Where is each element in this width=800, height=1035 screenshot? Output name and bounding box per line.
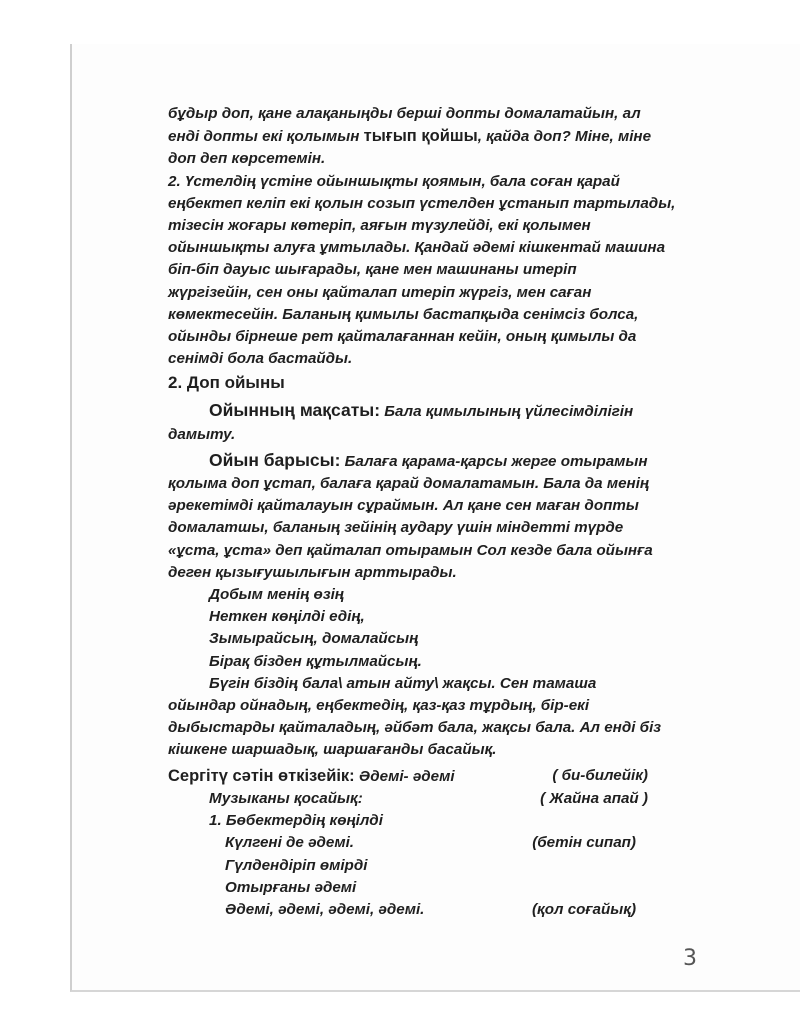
song-note: (бетін сипап) — [532, 834, 636, 852]
text-line: еңбектеп келіп екі қолын созып үстелден ұстанып тартылады, — [168, 194, 676, 212]
document-body — [168, 103, 708, 921]
text-line: сенімді бола бастайды. — [168, 350, 353, 368]
text-line: ойынды бірнеше рет қайталағаннан кейін, оның қимылы да — [168, 328, 637, 346]
text-line: тізесін жоғары көтеріп, аяғын түзулейді, екі қолымен — [168, 217, 591, 235]
text-line: әрекетімді қайталауын сұраймын. Ал қане сен маған допты — [168, 497, 639, 515]
process-label: Ойын барысы: — [209, 449, 341, 470]
goal-label: Ойынның мақсаты: — [209, 400, 381, 421]
text-line: көмектесейін. Баланың қимылы бастапқыда сенімсіз болса, — [168, 305, 639, 323]
text-line: ойыншықты алуға ұмтылады. Қандай әдемі кішкентай машина — [168, 239, 666, 257]
emphasis-text: тығып қойшы — [363, 127, 478, 146]
text-line: кішкене шаршадық, шаршағанды басайық. — [168, 741, 497, 759]
text-line: бұдыр доп, қане алақаныңды берші допты домалатайын, ал — [168, 105, 641, 122]
text-line: Бүгін біздің бала\ атын айту\ жақсы. Сен тамаша — [209, 674, 597, 692]
section-heading: 2. Доп ойыны — [168, 373, 285, 393]
text-line: ойындар ойнадың, еңбектедің, қаз-қаз тұрдың, бір-екі — [168, 697, 590, 715]
text-line: жүргізейін, сен оны қайталап итеріп жүргіз, мен саған — [168, 283, 592, 301]
poem-line: Зымырайсың, домалайсың — [209, 630, 419, 648]
exercise-label: Сергітү сәтін өткізейік: — [168, 766, 355, 785]
exercise-name: Әдемі- әдемі — [354, 767, 455, 785]
page-number: 3 — [683, 946, 697, 971]
song-line: Әдемі, әдемі, әдемі, әдемі. (қол соғайық) — [168, 899, 708, 921]
music-label: Музыканы қосайық: — [209, 789, 363, 807]
text-line: доп деп көрсетемін. — [168, 150, 326, 168]
text-line: 2. Үстелдің үстіне ойыншықты қоямын, бала соған қарай — [168, 172, 620, 190]
song-line: 1. Бөбектердің көңілді — [209, 812, 383, 830]
music-note: ( Жайна апай ) — [540, 789, 648, 807]
text-line: енді допты екі қолымын тығып қойшы, қайда доп? Міне, міне — [168, 127, 652, 146]
process-line: Ойын барысы: Балаға қарама-қарсы жерге отырамын — [209, 449, 648, 470]
text-line: қолыма доп ұстап, балаға қарай домалатамын. Бала да менің — [168, 475, 650, 493]
exercise-note: ( би-билейік) — [552, 766, 648, 784]
text-line: деген қызығушылығын арттырады. — [168, 563, 457, 581]
exercise-line — [168, 765, 708, 788]
text-line: домалатшы, баланың зейінің аудару үшін міндетті түрде — [168, 519, 624, 537]
poem-line: Неткен көңілді едің, — [209, 608, 365, 626]
song-note: (қол соғайық) — [532, 900, 636, 918]
music-line — [168, 788, 708, 810]
song-line: Гүлдендіріп өмірді — [225, 856, 368, 874]
text-line: дамыту. — [168, 425, 236, 443]
text-line: дыбыстарды қайталадың, әйбәт бала, жақсы бала. Ал енді біз — [168, 719, 662, 737]
goal-line: Ойынның мақсаты: Бала қимылының үйлесімділігін — [209, 400, 634, 421]
poem-line: Бірақ бізден құтылмайсың. — [209, 652, 422, 670]
poem-line: Добым менің өзің — [209, 586, 344, 604]
song-line: Отырғаны әдемі — [225, 878, 357, 896]
text-line: «ұста, ұста» деп қайталап отырамын Сол кезде бала ойынға — [168, 541, 653, 559]
text-line: біп-біп дауыс шығарады, қане мен машинаны итеріп — [168, 261, 577, 279]
song-line: Күлгені де әдемі. (бетін сипап) — [168, 832, 708, 854]
